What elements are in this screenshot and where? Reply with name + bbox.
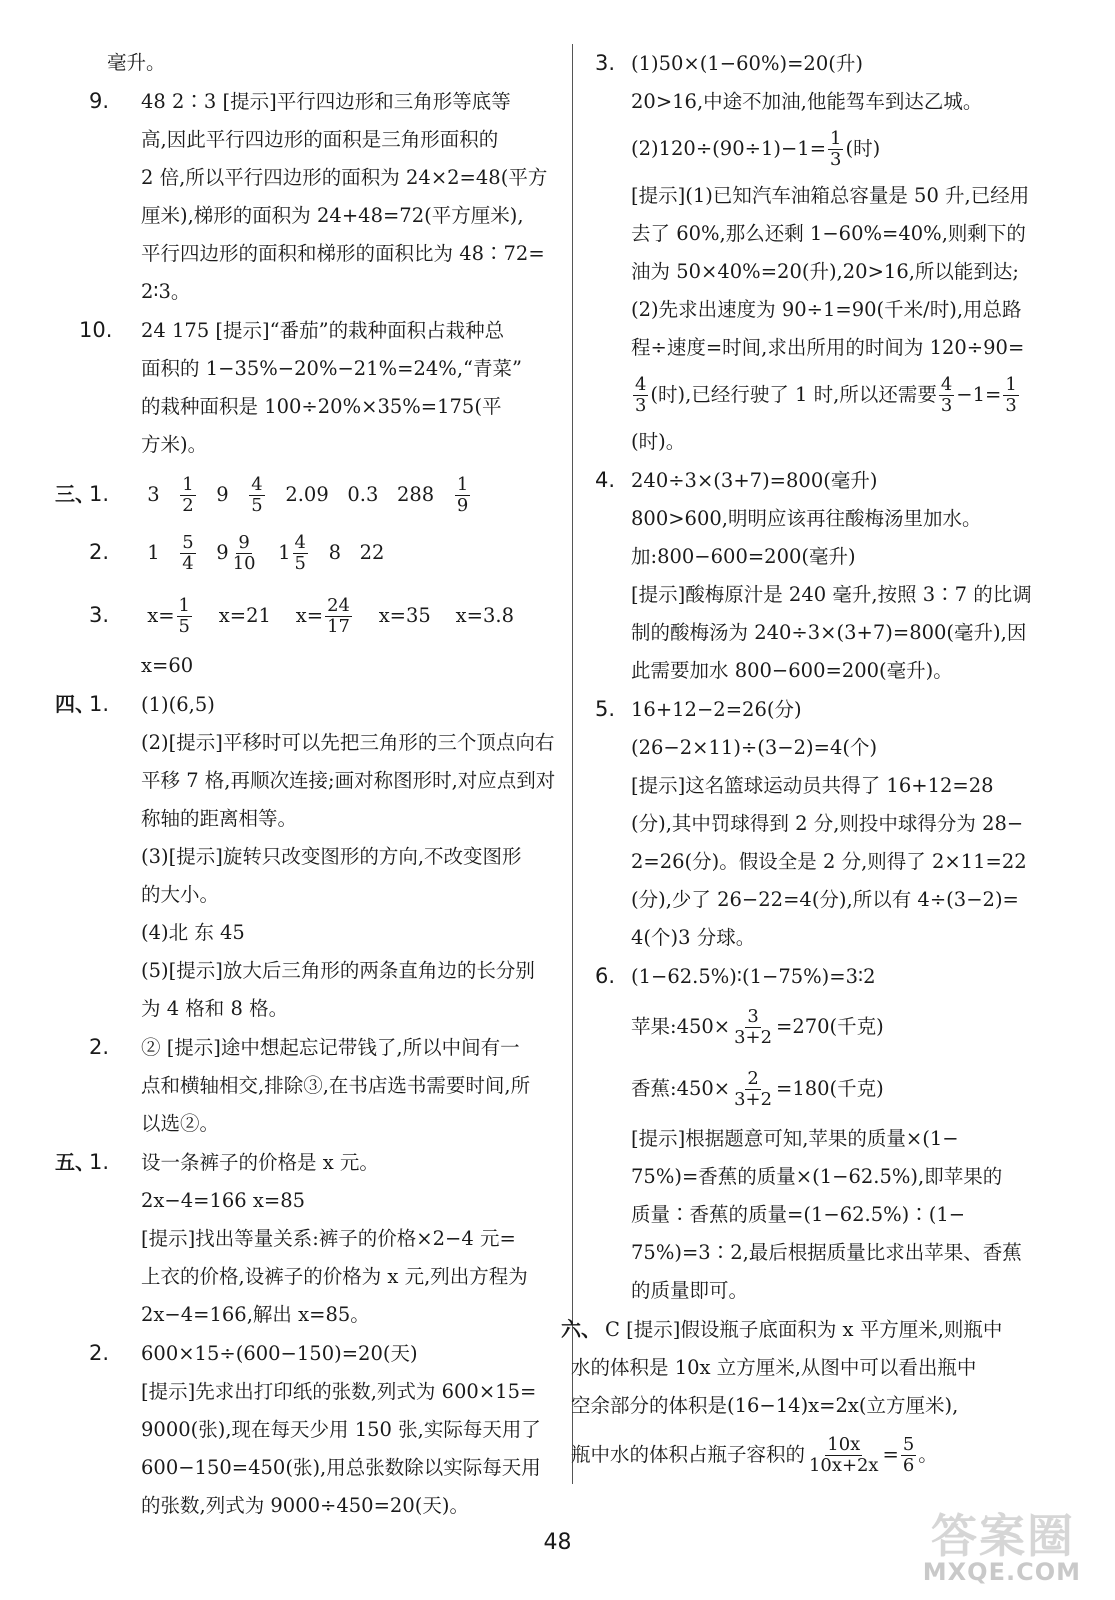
- text-line: 2 倍,所以平行四边形的面积为 24×2=48(平方: [141, 166, 548, 189]
- answer-value: x=60: [141, 654, 194, 677]
- fraction: $\frac{1}{3}$: [1005, 374, 1017, 416]
- answer-value: 8: [328, 541, 341, 564]
- question-number: 3.: [595, 51, 616, 75]
- fraction: $\frac{3}{3+2}$: [734, 1006, 772, 1048]
- question-number: 4.: [595, 468, 616, 492]
- question-number: 1.: [89, 1150, 110, 1174]
- text-line: C [提示]假设瓶子底面积为 x 平方厘米,则瓶中: [605, 1318, 1003, 1341]
- text-line: (分),其中罚球得到 2 分,则投中球得分为 28−: [631, 812, 1024, 835]
- answer-value: x=3.8: [455, 604, 514, 627]
- text-line: (分),少了 26−22=4(分),所以有 4÷(3−2)=: [631, 888, 1019, 911]
- page-number: 48: [543, 1530, 572, 1555]
- answer-value: x=: [295, 604, 324, 627]
- text-line: 水的体积是 10x 立方厘米,从图中可以看出瓶中: [571, 1356, 977, 1379]
- text-line: [提示]根据题意可知,苹果的质量×(1−: [631, 1127, 959, 1150]
- text-line: 程÷速度=时间,求出所用的时间为 120÷90=: [631, 336, 1025, 359]
- text-line: 2∶3。: [141, 280, 191, 303]
- text-line: 平行四边形的面积和梯形的面积比为 48∶72=: [141, 242, 545, 265]
- text-line: 的大小。: [141, 883, 220, 906]
- right-column: [561, 44, 1075, 1485]
- text-line: (时)。: [631, 430, 686, 453]
- fraction: $\frac{10x}{10x+2x}$: [809, 1434, 879, 1476]
- text-line: 设一条裤子的价格是 x 元。: [141, 1151, 379, 1174]
- section-label: 五、: [55, 1150, 95, 1174]
- answer-value: 1: [278, 541, 291, 564]
- fraction: $\frac{4}{5}$: [294, 532, 306, 574]
- fraction: $\frac{4}{3}$: [635, 374, 647, 416]
- text-line: 的张数,列式为 9000÷450=20(天)。: [141, 1494, 469, 1517]
- watermark-logo: 答案圈: [931, 1509, 1075, 1563]
- answer-5: [595, 690, 1075, 957]
- text-line: =270(千克): [776, 1015, 884, 1038]
- text-line: 高,因此平行四边形的面积是三角形面积的: [141, 128, 499, 151]
- text-line: 2=26(分)。假设全是 2 分,则得了 2×11=22: [631, 850, 1027, 873]
- text-line: 上衣的价格,设裤子的价格为 x 元,列出方程为: [141, 1265, 528, 1288]
- question-number: 5.: [595, 697, 616, 721]
- text-line: 75%)=3∶2,最后根据质量比求出苹果、香蕉: [631, 1241, 1022, 1264]
- text-line: =180(千克): [776, 1077, 884, 1100]
- text-line: (2)先求出速度为 90÷1=90(千米/时),用总路: [631, 298, 1022, 321]
- answer-value: 9: [216, 541, 229, 564]
- text-line: 去了 60%,那么还剩 1−60%=40%,则剩下的: [631, 222, 1026, 245]
- answer-value: x=35: [378, 604, 431, 627]
- answer-6: [595, 957, 1075, 1310]
- answer-3: [595, 44, 1075, 461]
- text-line: 质量∶香蕉的质量=(1−62.5%)∶(1−: [631, 1203, 966, 1226]
- text-line: [提示]这名篮球运动员共得了 16+12=28: [631, 774, 994, 797]
- text-line: 厘米),梯形的面积为 24+48=72(平方厘米),: [141, 204, 524, 227]
- fraction: $\frac{1}{9}$: [456, 474, 469, 516]
- fraction: $\frac{5}{6}$: [902, 1434, 915, 1476]
- text-line: 称轴的距离相等。: [141, 807, 298, 830]
- text-line: (时): [845, 137, 881, 160]
- fraction: $\frac{1}{3}$: [830, 128, 842, 170]
- text-line: (3)[提示]旋转只改变图形的方向,不改变图形: [141, 845, 522, 868]
- text-line: 毫升。: [107, 51, 166, 74]
- answer-value: x=21: [218, 604, 271, 627]
- text-line: 空余部分的体积是(16−14)x=2x(立方厘米),: [571, 1394, 959, 1417]
- text-line: 75%)=香蕉的质量×(1−62.5%),即苹果的: [631, 1165, 1003, 1188]
- text-line: 加:800−600=200(毫升): [631, 545, 856, 568]
- text-line: 方米)。: [141, 433, 208, 456]
- text-line: [提示]先求出打印纸的张数,列式为 600×15=: [141, 1380, 537, 1403]
- text-line: 600−150=450(张),用总张数除以实际每天用: [141, 1456, 541, 1479]
- fraction: $\frac{4}{5}$: [251, 474, 263, 516]
- text-line: 20>16,中途不加油,他能驾车到达乙城。: [631, 90, 983, 113]
- answer-value: 22: [359, 541, 385, 564]
- text-line: 9000(张),现在每天少用 150 张,实际每天用了: [141, 1418, 541, 1441]
- left-column: [55, 44, 555, 1525]
- answer-9: [55, 82, 555, 311]
- question-number: 2.: [89, 540, 110, 564]
- text-line: 24 175 [提示]“番茄”的栽种面积占栽种总: [141, 319, 505, 342]
- section-6: [561, 1310, 1075, 1485]
- fraction: $\frac{2}{3+2}$: [734, 1068, 772, 1110]
- question-number: 9.: [89, 89, 110, 113]
- question-number: 3.: [89, 603, 110, 627]
- text-line: 苹果:450×: [631, 1015, 731, 1038]
- text-line: (1)(6,5): [141, 693, 215, 716]
- text-line: 制的酸梅汤为 240÷3×(3+7)=800(毫升),因: [631, 621, 1027, 644]
- text-line: 为 4 格和 8 格。: [141, 997, 289, 1020]
- fraction: $\frac{1}{2}$: [182, 474, 194, 516]
- answer-value: 2.09: [285, 483, 329, 506]
- text-line: 16+12−2=26(分): [631, 698, 802, 721]
- watermark-url: MXQE.COM: [922, 1558, 1081, 1586]
- text-line: 此需要加水 800−600=200(毫升)。: [631, 659, 953, 682]
- section-label: 三、: [55, 482, 95, 506]
- section-label: 六、: [561, 1317, 601, 1341]
- section-5: [55, 1143, 555, 1525]
- text-line: (5)[提示]放大后三角形的两条直角边的长分别: [141, 959, 535, 982]
- text-line: 油为 50×40%=20(升),20>16,所以能到达;: [631, 260, 1019, 283]
- text-line: 2x−4=166 x=85: [141, 1189, 306, 1212]
- question-number: 1.: [89, 482, 110, 506]
- text-line: 瓶中水的体积占瓶子容积的: [571, 1443, 806, 1466]
- section-3: [55, 468, 555, 685]
- text-line: 240÷3×(3+7)=800(毫升): [631, 469, 878, 492]
- answer-value: x=: [147, 604, 175, 627]
- text-line: 。: [918, 1443, 938, 1466]
- text-line: 香蕉:450×: [631, 1077, 731, 1100]
- text-line: (26−2×11)÷(3−2)=4(个): [631, 736, 878, 759]
- text-line: 面积的 1−35%−20%−21%=24%,“青菜”: [141, 357, 522, 380]
- text-line: 点和横轴相交,排除③,在书店选书需要时间,所: [141, 1074, 531, 1097]
- fraction: $\frac{9}{10}$: [232, 532, 256, 574]
- text-line: 800>600,明明应该再往酸梅汤里加水。: [631, 507, 982, 530]
- section-label: 四、: [55, 692, 95, 716]
- answer-value: 288: [396, 483, 435, 506]
- text-line: 600×15÷(600−150)=20(天): [141, 1342, 418, 1365]
- fraction: $\frac{4}{3}$: [940, 374, 953, 416]
- text-line: 的栽种面积是 100÷20%×35%=175(平: [141, 395, 502, 418]
- text-line: 以选②。: [141, 1112, 220, 1135]
- question-number: 10.: [79, 318, 113, 342]
- text-line: (时),已经行驶了 1 时,所以还需要: [650, 383, 937, 406]
- text-line: −1=: [956, 383, 1002, 406]
- answer-10: [55, 311, 555, 464]
- answer-4: [595, 461, 1075, 690]
- column-divider: [572, 44, 573, 1484]
- watermark: [922, 1500, 1095, 1590]
- text-line: 4(个)3 分球。: [631, 926, 756, 949]
- text-line: [提示]找出等量关系:裤子的价格×2−4 元=: [141, 1227, 516, 1250]
- answer-value: 1: [147, 541, 160, 564]
- text-line: =: [882, 1443, 899, 1466]
- text-line: [提示]酸梅原汁是 240 毫升,按照 3∶7 的比调: [631, 583, 1032, 606]
- text-line: ② [提示]途中想起忘记带钱了,所以中间有一: [141, 1036, 520, 1059]
- text-line: (1)50×(1−60%)=20(升): [631, 52, 863, 75]
- text-line: [提示](1)已知汽车油箱总容量是 50 升,已经用: [631, 184, 1030, 207]
- answer-value: 9: [216, 483, 229, 506]
- text-line: 的质量即可。: [631, 1279, 749, 1302]
- question-number: 1.: [89, 692, 110, 716]
- answer-value: 0.3: [347, 483, 379, 506]
- question-number: 2.: [89, 1341, 110, 1365]
- text-line: 2x−4=166,解出 x=85。: [141, 1303, 370, 1326]
- text-line: (4)北 东 45: [141, 921, 245, 944]
- text-line: (2)[提示]平移时可以先把三角形的三个顶点向右: [141, 731, 555, 754]
- answer-value: 3: [147, 483, 160, 506]
- question-number: 2.: [89, 1035, 110, 1059]
- text-line: (1−62.5%)∶(1−75%)=3∶2: [631, 965, 876, 988]
- text-line: (2)120÷(90÷1)−1=: [631, 137, 827, 160]
- fraction: $\frac{1}{5}$: [178, 595, 190, 637]
- question-number: 6.: [595, 964, 616, 988]
- fraction: $\frac{5}{4}$: [182, 532, 194, 574]
- text-line: 平移 7 格,再顺次连接;画对称图形时,对应点到对: [141, 769, 556, 792]
- text-line: 48 2∶3 [提示]平行四边形和三角形等底等: [141, 90, 511, 113]
- section-4: [55, 685, 555, 1143]
- fraction: $\frac{24}{17}$: [327, 595, 350, 637]
